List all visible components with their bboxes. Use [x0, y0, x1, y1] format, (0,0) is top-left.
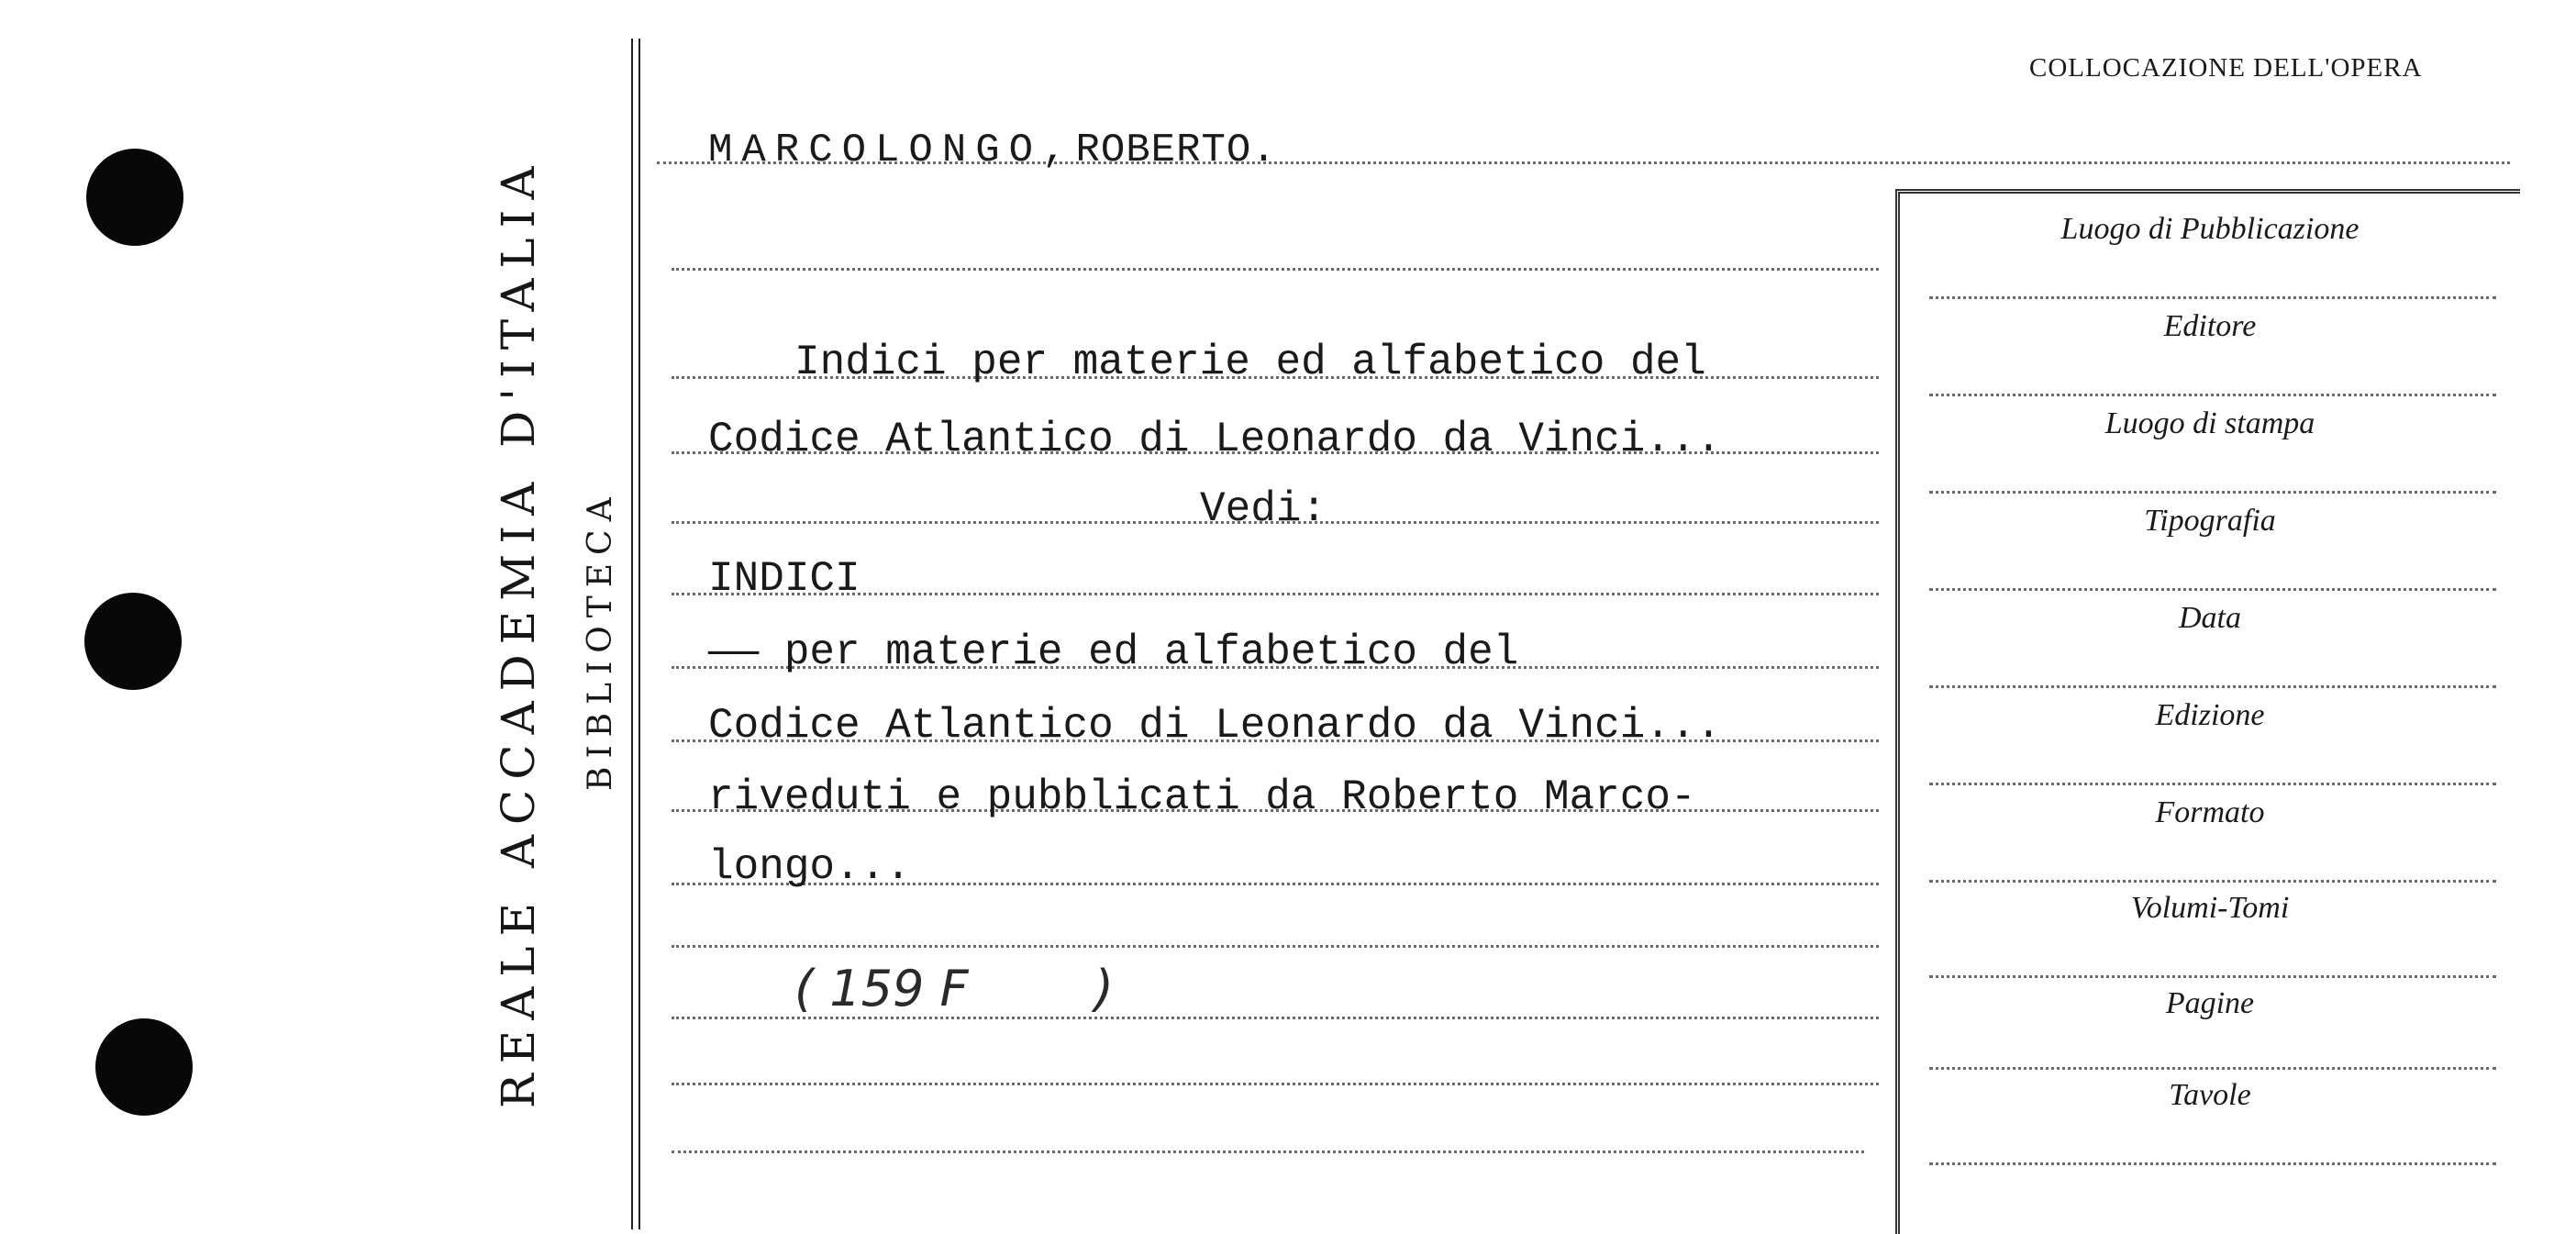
- bibliographic-fields-box: [1895, 189, 2520, 1234]
- reference-heading: INDICI: [708, 555, 861, 603]
- library-label: BIBLIOTECA: [582, 489, 619, 791]
- field-line: [1929, 975, 2496, 978]
- author-heading: MARCOLONGO,ROBERTO.: [708, 128, 1277, 173]
- field-pages: Pagine: [2165, 986, 2255, 1020]
- guide-line: [672, 268, 1879, 271]
- guide-line: [672, 1083, 1879, 1085]
- reference-line: riveduti e pubblicati da Roberto Marco-: [708, 773, 1696, 821]
- vertical-rule: [638, 39, 640, 1229]
- field-line: [1929, 394, 2496, 396]
- reference-line: —— per materie ed alfabetico del: [708, 628, 1519, 676]
- field-line: [1929, 588, 2496, 591]
- field-format: Formato: [2155, 795, 2265, 829]
- shelf-location-heading: COLLOCAZIONE DELL'OPERA: [2029, 53, 2423, 83]
- reference-line: longo...: [708, 843, 911, 891]
- field-line: [1929, 880, 2496, 883]
- field-line: [1929, 783, 2496, 785]
- field-place-of-printing: Luogo di stampa: [2104, 406, 2315, 440]
- guide-line: [672, 945, 1879, 948]
- academy-label: REALE ACCADEMIA D'ITALIA: [492, 156, 545, 1108]
- field-volumes: Volumi-Tomi: [2130, 891, 2290, 925]
- handwritten-shelfmark: ( 159 F ): [794, 960, 1114, 1017]
- field-plates: Tavole: [2169, 1078, 2251, 1112]
- field-date: Data: [2179, 601, 2241, 635]
- field-place-of-publication: Luogo di Pubblicazione: [2060, 212, 2359, 246]
- punch-hole: [86, 149, 183, 246]
- field-line: [1929, 1067, 2496, 1070]
- field-printer: Tipografia: [2144, 504, 2276, 538]
- field-line: [1929, 1162, 2496, 1165]
- title-line: Codice Atlantico di Leonardo da Vinci...: [708, 416, 1722, 463]
- field-publisher: Editore: [2163, 309, 2257, 343]
- field-line: [1929, 491, 2496, 494]
- see-reference: Vedi:: [1200, 485, 1327, 533]
- field-line: [1929, 685, 2496, 688]
- punch-hole: [84, 593, 182, 690]
- punch-hole: [95, 1018, 193, 1116]
- vertical-rule: [631, 39, 633, 1229]
- guide-line: [672, 1151, 1864, 1153]
- title-line: Indici per materie ed alfabetico del: [794, 339, 1706, 386]
- field-line: [1929, 296, 2496, 299]
- field-edition: Edizione: [2155, 698, 2265, 732]
- reference-line: Codice Atlantico di Leonardo da Vinci...: [708, 702, 1722, 750]
